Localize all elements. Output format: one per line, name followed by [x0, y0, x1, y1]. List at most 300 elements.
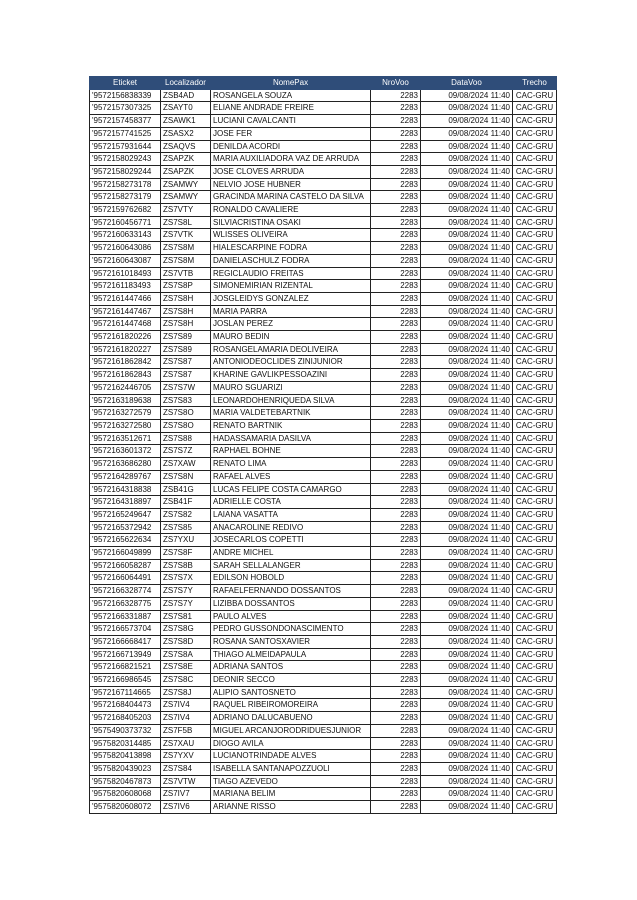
cell-nomepax: ALIPIO SANTOSNETO — [211, 686, 371, 699]
table-row[interactable] — [90, 407, 557, 420]
table-row[interactable] — [90, 318, 557, 331]
cell-datavoo: 09/08/2024 11:40 — [421, 674, 513, 687]
cell-nrovoo: 2283 — [371, 305, 421, 318]
cell-eticket: '9572160643087 — [90, 254, 161, 267]
cell-eticket: '9572158029243 — [90, 153, 161, 166]
cell-nomepax: DEONIR SECCO — [211, 674, 371, 687]
cell-trecho: CAC-GRU — [513, 801, 557, 814]
table-row[interactable] — [90, 127, 557, 140]
cell-localizador: ZS7YXV — [161, 750, 211, 763]
cell-nomepax: HADASSAMARIA DASILVA — [211, 432, 371, 445]
cell-nrovoo: 2283 — [371, 191, 421, 204]
cell-eticket: '9572166064491 — [90, 572, 161, 585]
table-row[interactable] — [90, 216, 557, 229]
cell-trecho: CAC-GRU — [513, 102, 557, 115]
cell-eticket: '9572161820226 — [90, 331, 161, 344]
cell-nomepax: GRACINDA MARINA CASTELO DA SILVA — [211, 191, 371, 204]
cell-eticket: '9572164318838 — [90, 483, 161, 496]
table-row[interactable] — [90, 737, 557, 750]
cell-localizador: ZS7IV6 — [161, 801, 211, 814]
cell-datavoo: 09/08/2024 11:40 — [421, 432, 513, 445]
cell-eticket: '9572161183493 — [90, 280, 161, 293]
table-row[interactable] — [90, 89, 557, 102]
cell-datavoo: 09/08/2024 11:40 — [421, 102, 513, 115]
cell-trecho: CAC-GRU — [513, 445, 557, 458]
table-row[interactable] — [90, 204, 557, 217]
cell-nrovoo: 2283 — [371, 496, 421, 509]
cell-nrovoo: 2283 — [371, 534, 421, 547]
cell-datavoo: 09/08/2024 11:40 — [421, 750, 513, 763]
cell-nrovoo: 2283 — [371, 153, 421, 166]
cell-eticket: '9572162446705 — [90, 381, 161, 394]
cell-datavoo: 09/08/2024 11:40 — [421, 648, 513, 661]
cell-nomepax: KHARINE GAVLIKPESSOAZINI — [211, 369, 371, 382]
cell-nrovoo: 2283 — [371, 419, 421, 432]
cell-datavoo: 09/08/2024 11:40 — [421, 775, 513, 788]
table-row[interactable] — [90, 597, 557, 610]
cell-datavoo: 09/08/2024 11:40 — [421, 635, 513, 648]
cell-eticket: '9575820608068 — [90, 788, 161, 801]
cell-eticket: '9572160643086 — [90, 242, 161, 255]
cell-nrovoo: 2283 — [371, 356, 421, 369]
table-row[interactable] — [90, 115, 557, 128]
cell-datavoo: 09/08/2024 11:40 — [421, 686, 513, 699]
cell-nomepax: ELIANE ANDRADE FREIRE — [211, 102, 371, 115]
cell-trecho: CAC-GRU — [513, 458, 557, 471]
cell-localizador: ZS7S7Z — [161, 445, 211, 458]
cell-nrovoo: 2283 — [371, 331, 421, 344]
cell-eticket: '9572157458377 — [90, 115, 161, 128]
cell-trecho: CAC-GRU — [513, 178, 557, 191]
table-row[interactable] — [90, 547, 557, 560]
cell-eticket: '9572158273179 — [90, 191, 161, 204]
cell-eticket: '9572166668417 — [90, 635, 161, 648]
cell-eticket: '9572164318897 — [90, 496, 161, 509]
cell-eticket: '9572163189638 — [90, 394, 161, 407]
cell-localizador: ZS7S8E — [161, 661, 211, 674]
cell-nomepax: THIAGO ALMEIDAPAULA — [211, 648, 371, 661]
cell-nomepax: ROSANGELA SOUZA — [211, 89, 371, 102]
cell-datavoo: 09/08/2024 11:40 — [421, 369, 513, 382]
cell-nrovoo: 2283 — [371, 648, 421, 661]
cell-datavoo: 09/08/2024 11:40 — [421, 737, 513, 750]
cell-localizador: ZS7S89 — [161, 331, 211, 344]
cell-nrovoo: 2283 — [371, 115, 421, 128]
cell-datavoo: 09/08/2024 11:40 — [421, 788, 513, 801]
cell-nrovoo: 2283 — [371, 623, 421, 636]
cell-eticket: '9572165249647 — [90, 508, 161, 521]
table-row[interactable] — [90, 254, 557, 267]
table-row[interactable] — [90, 572, 557, 585]
cell-trecho: CAC-GRU — [513, 165, 557, 178]
cell-nomepax: RENATO BARTNIK — [211, 419, 371, 432]
cell-trecho: CAC-GRU — [513, 229, 557, 242]
cell-nomepax: ANDRE MICHEL — [211, 547, 371, 560]
cell-localizador: ZS7S8G — [161, 623, 211, 636]
table-row[interactable] — [90, 140, 557, 153]
table-row[interactable] — [90, 661, 557, 674]
cell-trecho: CAC-GRU — [513, 635, 557, 648]
cell-eticket: '9572165622634 — [90, 534, 161, 547]
cell-trecho: CAC-GRU — [513, 699, 557, 712]
cell-nomepax: RAQUEL RIBEIROMOREIRA — [211, 699, 371, 712]
cell-datavoo: 09/08/2024 11:40 — [421, 699, 513, 712]
cell-eticket: '9572161447466 — [90, 292, 161, 305]
cell-eticket: '9575820439023 — [90, 762, 161, 775]
cell-datavoo: 09/08/2024 11:40 — [421, 407, 513, 420]
cell-nrovoo: 2283 — [371, 724, 421, 737]
table-row[interactable] — [90, 445, 557, 458]
cell-nrovoo: 2283 — [371, 674, 421, 687]
table-row[interactable] — [90, 483, 557, 496]
cell-nomepax: LAIANA VASATTA — [211, 508, 371, 521]
cell-datavoo: 09/08/2024 11:40 — [421, 610, 513, 623]
cell-datavoo: 09/08/2024 11:40 — [421, 801, 513, 814]
cell-eticket: '9572161447467 — [90, 305, 161, 318]
table-row[interactable] — [90, 534, 557, 547]
cell-datavoo: 09/08/2024 11:40 — [421, 381, 513, 394]
cell-trecho: CAC-GRU — [513, 788, 557, 801]
cell-trecho: CAC-GRU — [513, 305, 557, 318]
cell-localizador: ZS7S87 — [161, 356, 211, 369]
cell-trecho: CAC-GRU — [513, 686, 557, 699]
cell-nrovoo: 2283 — [371, 165, 421, 178]
cell-eticket: '9572166049899 — [90, 547, 161, 560]
cell-nrovoo: 2283 — [371, 204, 421, 217]
cell-nomepax: ANTONIODEOCLIDES ZINIJUNIOR — [211, 356, 371, 369]
table-row[interactable] — [90, 724, 557, 737]
table-row[interactable] — [90, 153, 557, 166]
cell-localizador: ZS7S8F — [161, 547, 211, 560]
cell-nrovoo: 2283 — [371, 229, 421, 242]
cell-nomepax: RAFAELFERNANDO DOSSANTOS — [211, 585, 371, 598]
cell-datavoo: 09/08/2024 11:40 — [421, 712, 513, 725]
table-row[interactable] — [90, 292, 557, 305]
cell-datavoo: 09/08/2024 11:40 — [421, 724, 513, 737]
cell-nrovoo: 2283 — [371, 610, 421, 623]
table-row[interactable] — [90, 750, 557, 763]
cell-nrovoo: 2283 — [371, 521, 421, 534]
cell-eticket: '9572163601372 — [90, 445, 161, 458]
cell-eticket: '9572161862843 — [90, 369, 161, 382]
cell-localizador: ZS7S8H — [161, 318, 211, 331]
cell-datavoo: 09/08/2024 11:40 — [421, 508, 513, 521]
cell-trecho: CAC-GRU — [513, 724, 557, 737]
cell-datavoo: 09/08/2024 11:40 — [421, 534, 513, 547]
table-row[interactable] — [90, 381, 557, 394]
cell-nomepax: HIALESCARPINE FODRA — [211, 242, 371, 255]
cell-datavoo: 09/08/2024 11:40 — [421, 419, 513, 432]
cell-datavoo: 09/08/2024 11:40 — [421, 191, 513, 204]
cell-datavoo: 09/08/2024 11:40 — [421, 216, 513, 229]
table-row[interactable] — [90, 559, 557, 572]
cell-datavoo: 09/08/2024 11:40 — [421, 204, 513, 217]
cell-datavoo: 09/08/2024 11:40 — [421, 572, 513, 585]
cell-localizador: ZS7S8M — [161, 254, 211, 267]
table-row[interactable] — [90, 648, 557, 661]
cell-nrovoo: 2283 — [371, 635, 421, 648]
cell-eticket: '9572160633143 — [90, 229, 161, 242]
cell-trecho: CAC-GRU — [513, 648, 557, 661]
cell-eticket: '9572157307325 — [90, 102, 161, 115]
header-eticket[interactable]: Eticket — [90, 77, 161, 90]
cell-trecho: CAC-GRU — [513, 381, 557, 394]
cell-trecho: CAC-GRU — [513, 470, 557, 483]
table-row[interactable] — [90, 674, 557, 687]
cell-nomepax: RAFAEL ALVES — [211, 470, 371, 483]
table-row[interactable] — [90, 458, 557, 471]
cell-trecho: CAC-GRU — [513, 89, 557, 102]
cell-trecho: CAC-GRU — [513, 559, 557, 572]
cell-nomepax: ADRIANA SANTOS — [211, 661, 371, 674]
cell-localizador: ZS7S7W — [161, 381, 211, 394]
cell-nrovoo: 2283 — [371, 801, 421, 814]
cell-trecho: CAC-GRU — [513, 432, 557, 445]
cell-datavoo: 09/08/2024 11:40 — [421, 178, 513, 191]
cell-trecho: CAC-GRU — [513, 610, 557, 623]
cell-nrovoo: 2283 — [371, 762, 421, 775]
table-row[interactable] — [90, 801, 557, 814]
cell-trecho: CAC-GRU — [513, 343, 557, 356]
table-row[interactable] — [90, 496, 557, 509]
cell-nomepax: JOSE CLOVES ARRUDA — [211, 165, 371, 178]
cell-datavoo: 09/08/2024 11:40 — [421, 165, 513, 178]
cell-localizador: ZSAPZK — [161, 165, 211, 178]
table-row[interactable] — [90, 432, 557, 445]
header-trecho[interactable]: Trecho — [513, 77, 557, 90]
cell-localizador: ZS7VTB — [161, 267, 211, 280]
cell-trecho: CAC-GRU — [513, 775, 557, 788]
cell-datavoo: 09/08/2024 11:40 — [421, 623, 513, 636]
table-row[interactable] — [90, 356, 557, 369]
cell-eticket: '9572164289767 — [90, 470, 161, 483]
table-row[interactable] — [90, 394, 557, 407]
cell-eticket: '9572157741525 — [90, 127, 161, 140]
cell-trecho: CAC-GRU — [513, 292, 557, 305]
table-row[interactable] — [90, 191, 557, 204]
table-row[interactable] — [90, 585, 557, 598]
cell-nrovoo: 2283 — [371, 267, 421, 280]
cell-nrovoo: 2283 — [371, 343, 421, 356]
cell-nomepax: LUCIANI CAVALCANTI — [211, 115, 371, 128]
cell-trecho: CAC-GRU — [513, 204, 557, 217]
cell-nomepax: DIOGO AVILA — [211, 737, 371, 750]
cell-trecho: CAC-GRU — [513, 534, 557, 547]
table-row[interactable] — [90, 229, 557, 242]
cell-nrovoo: 2283 — [371, 178, 421, 191]
cell-nrovoo: 2283 — [371, 508, 421, 521]
cell-datavoo: 09/08/2024 11:40 — [421, 597, 513, 610]
cell-nomepax: SARAH SELLALANGER — [211, 559, 371, 572]
cell-trecho: CAC-GRU — [513, 419, 557, 432]
cell-eticket: '9572163272580 — [90, 419, 161, 432]
cell-datavoo: 09/08/2024 11:40 — [421, 445, 513, 458]
cell-nrovoo: 2283 — [371, 318, 421, 331]
cell-nomepax: RONALDO CAVALIERE — [211, 204, 371, 217]
cell-nrovoo: 2283 — [371, 712, 421, 725]
table-body — [90, 89, 557, 813]
cell-localizador: ZS7VTW — [161, 775, 211, 788]
cell-localizador: ZS7S83 — [161, 394, 211, 407]
cell-nrovoo: 2283 — [371, 381, 421, 394]
cell-nomepax: LUCAS FELIPE COSTA CAMARGO — [211, 483, 371, 496]
table-row[interactable] — [90, 699, 557, 712]
cell-eticket: '9575820467873 — [90, 775, 161, 788]
cell-localizador: ZS7S8A — [161, 648, 211, 661]
header-row — [90, 77, 557, 90]
table-row[interactable] — [90, 178, 557, 191]
cell-localizador: ZS7YXU — [161, 534, 211, 547]
cell-localizador: ZS7S8C — [161, 674, 211, 687]
cell-eticket: '9575820314485 — [90, 737, 161, 750]
cell-localizador: ZS7S81 — [161, 610, 211, 623]
cell-trecho: CAC-GRU — [513, 356, 557, 369]
cell-nomepax: ISABELLA SANTANAPOZZUOLI — [211, 762, 371, 775]
cell-nomepax: ADRIANO DALUCABUENO — [211, 712, 371, 725]
cell-eticket: '9572167114665 — [90, 686, 161, 699]
cell-nomepax: NELVIO JOSE HUBNER — [211, 178, 371, 191]
cell-nomepax: MAURO BEDIN — [211, 331, 371, 344]
cell-nrovoo: 2283 — [371, 737, 421, 750]
cell-nomepax: ROSANA SANTOSXAVIER — [211, 635, 371, 648]
cell-localizador: ZS7S8H — [161, 292, 211, 305]
cell-trecho: CAC-GRU — [513, 712, 557, 725]
cell-nrovoo: 2283 — [371, 369, 421, 382]
cell-nomepax: LUCIANOTRINDADE ALVES — [211, 750, 371, 763]
cell-datavoo: 09/08/2024 11:40 — [421, 254, 513, 267]
cell-nomepax: TIAGO AZEVEDO — [211, 775, 371, 788]
cell-nrovoo: 2283 — [371, 292, 421, 305]
table-row[interactable] — [90, 343, 557, 356]
cell-localizador: ZS7VTY — [161, 204, 211, 217]
header-nomepax[interactable]: NomePax — [211, 77, 371, 90]
cell-eticket: '9572168405203 — [90, 712, 161, 725]
cell-localizador: ZSAPZK — [161, 153, 211, 166]
cell-nomepax: JOSGLEIDYS GONZALEZ — [211, 292, 371, 305]
table-row[interactable] — [90, 775, 557, 788]
cell-eticket: '9572161447468 — [90, 318, 161, 331]
cell-localizador: ZSAWK1 — [161, 115, 211, 128]
header-nrovoo[interactable]: NroVoo — [371, 77, 421, 90]
cell-localizador: ZS7IV7 — [161, 788, 211, 801]
cell-eticket: '9572160456771 — [90, 216, 161, 229]
cell-nrovoo: 2283 — [371, 788, 421, 801]
cell-nomepax: MARIA VALDETEBARTNIK — [211, 407, 371, 420]
cell-datavoo: 09/08/2024 11:40 — [421, 267, 513, 280]
cell-datavoo: 09/08/2024 11:40 — [421, 140, 513, 153]
cell-nomepax: ARIANNE RISSO — [211, 801, 371, 814]
cell-eticket: '9572166058287 — [90, 559, 161, 572]
cell-trecho: CAC-GRU — [513, 750, 557, 763]
cell-eticket: '9572161018493 — [90, 267, 161, 280]
cell-localizador: ZS7S89 — [161, 343, 211, 356]
table-row[interactable] — [90, 470, 557, 483]
cell-nomepax: JOSLAN PEREZ — [211, 318, 371, 331]
cell-nomepax: MARIANA BELIM — [211, 788, 371, 801]
table-row[interactable] — [90, 610, 557, 623]
cell-nrovoo: 2283 — [371, 394, 421, 407]
cell-eticket: '9572163686280 — [90, 458, 161, 471]
table-row[interactable] — [90, 242, 557, 255]
cell-trecho: CAC-GRU — [513, 508, 557, 521]
table-row[interactable] — [90, 508, 557, 521]
table-row[interactable] — [90, 331, 557, 344]
header-localizador[interactable]: Localizador — [161, 77, 211, 90]
cell-eticket: '9572161820227 — [90, 343, 161, 356]
passenger-table — [89, 76, 557, 814]
cell-nomepax: MARIA AUXILIADORA VAZ DE ARRUDA — [211, 153, 371, 166]
cell-nrovoo: 2283 — [371, 140, 421, 153]
cell-trecho: CAC-GRU — [513, 394, 557, 407]
cell-nomepax: MIGUEL ARCANJORODRIDUESJUNIOR — [211, 724, 371, 737]
cell-localizador: ZSAQVS — [161, 140, 211, 153]
cell-eticket: '9572157931644 — [90, 140, 161, 153]
cell-localizador: ZS7S8H — [161, 305, 211, 318]
cell-nomepax: RENATO LIMA — [211, 458, 371, 471]
cell-trecho: CAC-GRU — [513, 153, 557, 166]
table-row[interactable] — [90, 712, 557, 725]
cell-localizador: ZS7S7X — [161, 572, 211, 585]
cell-nrovoo: 2283 — [371, 470, 421, 483]
cell-nrovoo: 2283 — [371, 216, 421, 229]
table-row[interactable] — [90, 762, 557, 775]
cell-localizador: ZSAYT0 — [161, 102, 211, 115]
header-datavoo[interactable]: DataVoo — [421, 77, 513, 90]
table-row[interactable] — [90, 165, 557, 178]
cell-nomepax: LIZIBBA DOSSANTOS — [211, 597, 371, 610]
cell-localizador: ZS7S88 — [161, 432, 211, 445]
table-row[interactable] — [90, 623, 557, 636]
cell-nrovoo: 2283 — [371, 585, 421, 598]
table-row[interactable] — [90, 686, 557, 699]
cell-localizador: ZSAMWY — [161, 178, 211, 191]
cell-datavoo: 09/08/2024 11:40 — [421, 521, 513, 534]
table-row[interactable] — [90, 635, 557, 648]
table-row[interactable] — [90, 521, 557, 534]
cell-localizador: ZS7S8O — [161, 407, 211, 420]
cell-eticket: '9572163512671 — [90, 432, 161, 445]
cell-nrovoo: 2283 — [371, 280, 421, 293]
table-row[interactable] — [90, 305, 557, 318]
cell-nomepax: PEDRO GUSSONDONASCIMENTO — [211, 623, 371, 636]
table-row[interactable] — [90, 419, 557, 432]
cell-eticket: '9572158029244 — [90, 165, 161, 178]
table-row[interactable] — [90, 280, 557, 293]
cell-datavoo: 09/08/2024 11:40 — [421, 305, 513, 318]
table-row[interactable] — [90, 788, 557, 801]
cell-trecho: CAC-GRU — [513, 483, 557, 496]
cell-nrovoo: 2283 — [371, 699, 421, 712]
cell-localizador: ZS7IV4 — [161, 712, 211, 725]
cell-nomepax: MARIA PARRA — [211, 305, 371, 318]
cell-trecho: CAC-GRU — [513, 267, 557, 280]
cell-localizador: ZS7S84 — [161, 762, 211, 775]
table-row[interactable] — [90, 267, 557, 280]
cell-localizador: ZS7XAW — [161, 458, 211, 471]
cell-eticket: '9572166821521 — [90, 661, 161, 674]
cell-trecho: CAC-GRU — [513, 597, 557, 610]
cell-trecho: CAC-GRU — [513, 521, 557, 534]
cell-eticket: '9572158273178 — [90, 178, 161, 191]
cell-nrovoo: 2283 — [371, 547, 421, 560]
table-row[interactable] — [90, 102, 557, 115]
cell-eticket: '9572166328775 — [90, 597, 161, 610]
cell-nrovoo: 2283 — [371, 750, 421, 763]
table-row[interactable] — [90, 369, 557, 382]
cell-localizador: ZSB4AD — [161, 89, 211, 102]
cell-datavoo: 09/08/2024 11:40 — [421, 356, 513, 369]
cell-nrovoo: 2283 — [371, 597, 421, 610]
